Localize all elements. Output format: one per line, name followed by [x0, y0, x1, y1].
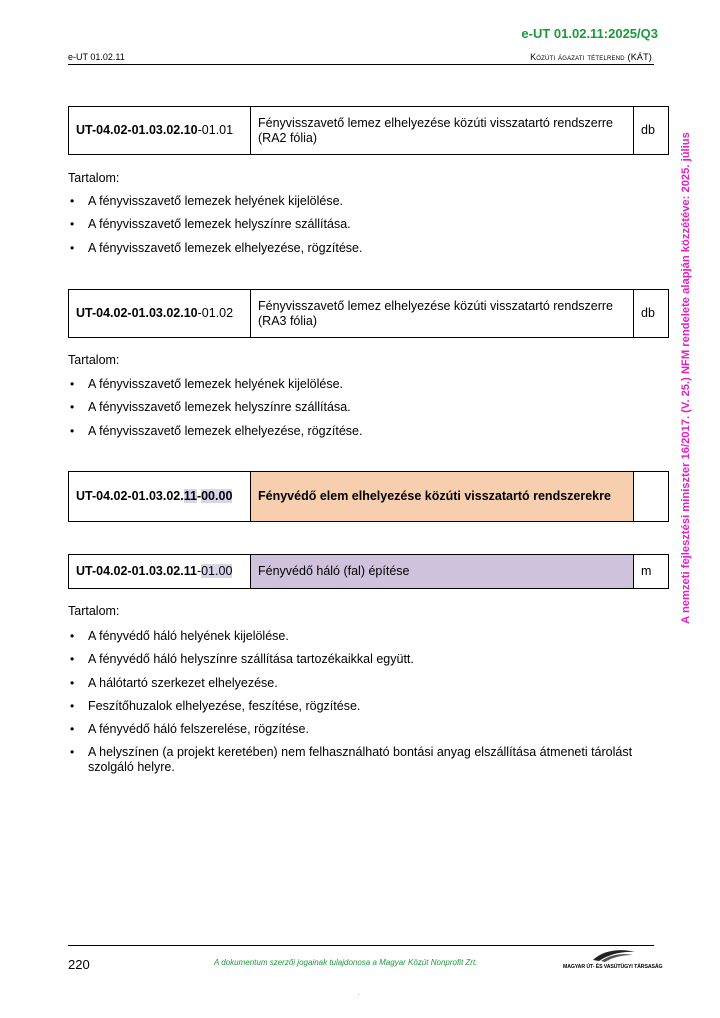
- item-description: Fényvisszavető lemez elhelyezése közúti visszatartó rendszerre (RA2 fólia): [251, 107, 634, 155]
- list-item: • A hálótartó szerkezet elhelyezése.: [70, 675, 278, 690]
- item-description: Fényvisszavető lemez elhelyezése közúti visszatartó rendszerre (RA3 fólia): [251, 290, 634, 338]
- item-code: UT-04.02-01.03.02.11-00.00: [69, 472, 251, 522]
- list-item: • A fényvisszavető lemezek helyszínre szállítása.: [70, 400, 351, 415]
- list-item: • A fényvisszavető lemezek helyszínre szállítása.: [70, 217, 351, 232]
- bullet-icon: •: [70, 400, 75, 415]
- page-number: 220: [68, 957, 90, 972]
- page-dot: ·: [357, 990, 360, 999]
- content-list-4: [68, 629, 648, 784]
- content-label: Tartalom:: [68, 171, 120, 185]
- content-label: Tartalom:: [68, 353, 120, 367]
- bullet-icon: •: [70, 745, 75, 760]
- logo-swoosh-icon: [563, 946, 655, 964]
- content-list-2: [68, 377, 648, 447]
- list-item: • A helyszínen (a projekt keretében) nem felhasználható bontási anyag elszállítása átmeneti tárolást szolgáló helyre.: [70, 745, 633, 775]
- header-left: e-UT 01.02.11: [68, 52, 125, 62]
- item-unit: [634, 472, 669, 522]
- list-item: • A fényvisszavető lemezek elhelyezése, rögzítése.: [70, 240, 363, 255]
- item-table-4: [68, 554, 669, 589]
- logo-text: MAGYAR ÚT- ÉS VASÚTÜGYI TÁRSASÁG: [563, 964, 663, 970]
- list-item: • A fényvisszavető lemezek elhelyezése, rögzítése.: [70, 423, 363, 438]
- list-item: • A fényvédő háló helyének kijelölése.: [70, 629, 289, 643]
- item-unit: m: [634, 555, 669, 589]
- bullet-icon: •: [70, 629, 75, 643]
- publication-note: A nemzeti fejlesztési miniszter 16/2017. (V. 25.) NFM rendelete alapján közzétéve: 2025. július: [680, 132, 692, 624]
- content-label: Tartalom:: [68, 604, 120, 618]
- item-table-2: [68, 289, 669, 338]
- item-table-3: [68, 471, 669, 522]
- bullet-icon: •: [70, 675, 75, 690]
- list-item: • A fényvédő háló felszerelése, rögzítése.: [70, 722, 309, 737]
- header-divider: [68, 64, 654, 65]
- list-item: • A fényvisszavető lemezek helyének kijelölése.: [70, 194, 343, 208]
- item-unit: db: [634, 107, 669, 155]
- bullet-icon: •: [70, 698, 75, 713]
- item-code: UT-04.02-01.03.02.10-01.01: [69, 107, 251, 155]
- copyright-notice: A dokumentum szerzői jogainak tulajdonosa a Magyar Közút Nonprofit Zrt.: [214, 958, 478, 967]
- item-description: Fényvédő elem elhelyezése közúti visszatartó rendszerekre: [251, 472, 634, 522]
- bullet-icon: •: [70, 194, 75, 208]
- bullet-icon: •: [70, 652, 75, 667]
- list-item: • Feszítőhuzalok elhelyezése, feszítése, rögzítése.: [70, 698, 361, 713]
- list-item: • A fényvisszavető lemezek helyének kijelölése.: [70, 377, 343, 391]
- header-right: Közúti ágazati tételrend (KÁT): [530, 52, 652, 62]
- item-description: Fényvédő háló (fal) építése: [251, 555, 634, 589]
- list-item: • A fényvédő háló helyszínre szállítása tartozékaikkal együtt.: [70, 652, 414, 667]
- item-code: UT-04.02-01.03.02.10-01.02: [69, 290, 251, 338]
- item-table-1: [68, 106, 669, 155]
- company-logo: [563, 946, 663, 970]
- bullet-icon: •: [70, 423, 75, 438]
- item-unit: db: [634, 290, 669, 338]
- bullet-icon: •: [70, 722, 75, 737]
- item-code: UT-04.02-01.03.02.11-01.00: [69, 555, 251, 589]
- content-list-1: [68, 194, 648, 264]
- bullet-icon: •: [70, 377, 75, 391]
- bullet-icon: •: [70, 240, 75, 255]
- document-code: e-UT 01.02.11:2025/Q3: [521, 26, 658, 41]
- bullet-icon: •: [70, 217, 75, 232]
